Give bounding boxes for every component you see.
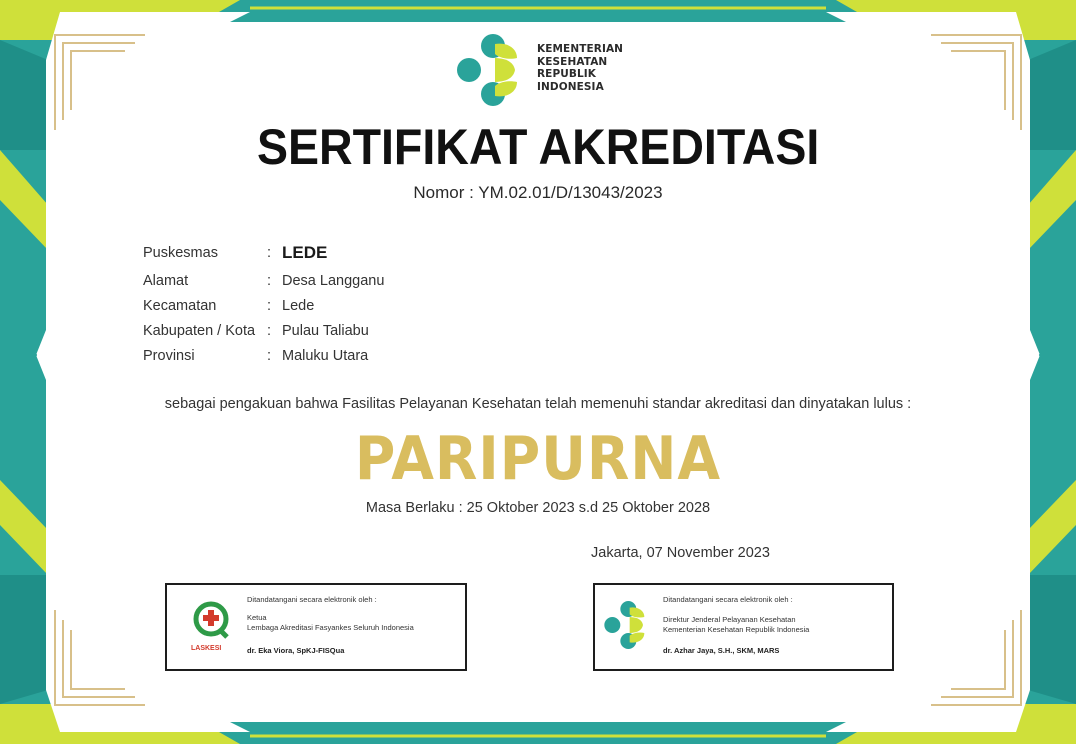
kemenkes-logo-icon [603, 599, 651, 651]
signature-header: Ditandatangani secara elektronik oleh : [247, 595, 377, 604]
logo-line: INDONESIA [537, 80, 604, 93]
field-label-provinsi: Provinsi [143, 348, 195, 364]
recognition-statement: sebagai pengakuan bahwa Fasilitas Pelayanan Kesehatan telah memenuhi standar akreditasi dan dinyatakan lulus : [164, 396, 912, 412]
signature-name: dr. Eka Viora, SpKJ-FISQua [247, 646, 345, 655]
kemenkes-logo-text [537, 43, 623, 93]
field-value-provinsi: Maluku Utara [282, 348, 369, 364]
field-colon: : [267, 348, 272, 364]
field-label-puskesmas: Puskesmas [143, 245, 218, 261]
field-colon: : [267, 323, 272, 339]
certificate-title: SERTIFIKAT AKREDITASI [256, 119, 820, 175]
signature-role: Lembaga Akreditasi Fasyankes Seluruh Indonesia [247, 623, 414, 632]
place-date: Jakarta, 07 November 2023 [591, 545, 770, 561]
kemenkes-logo-icon [455, 32, 527, 108]
laskesi-logo-icon [189, 599, 233, 645]
field-label-alamat: Alamat [143, 273, 189, 289]
field-value-alamat: Desa Langganu [282, 273, 385, 289]
signature-name: dr. Azhar Jaya, S.H., SKM, MARS [663, 646, 780, 655]
logo-line: KEMENTERIAN [537, 43, 624, 55]
signature-role: Ketua [247, 613, 267, 622]
signature-header: Ditandatangani secara elektronik oleh : [663, 595, 793, 604]
certificate-number: Nomor : YM.02.01/D/13043/2023 [413, 183, 663, 202]
validity-period: Masa Berlaku : 25 Oktober 2023 s.d 25 Oktober 2028 [365, 500, 711, 516]
field-value-puskesmas: LEDE [282, 243, 328, 262]
field-colon: : [267, 245, 272, 261]
field-colon: : [267, 273, 272, 289]
logo-line: REPUBLIK [537, 68, 597, 80]
laskesi-logo-text: LASKESI [191, 645, 222, 652]
signature-role: Kementerian Kesehatan Republik Indonesia [663, 625, 810, 634]
field-label-kabupaten: Kabupaten / Kota [143, 323, 256, 339]
field-label-kecamatan: Kecamatan [143, 298, 217, 314]
signature-box-laskesi [165, 583, 467, 671]
logo-line: KESEHATAN [537, 55, 608, 68]
field-value-kabupaten: Pulau Taliabu [282, 323, 369, 339]
signature-box-kemenkes [593, 583, 894, 671]
accreditation-status: PARIPURNA [354, 424, 722, 494]
field-colon: : [267, 298, 272, 314]
field-value-kecamatan: Lede [282, 298, 315, 314]
signature-role: Direktur Jenderal Pelayanan Kesehatan [663, 615, 796, 624]
